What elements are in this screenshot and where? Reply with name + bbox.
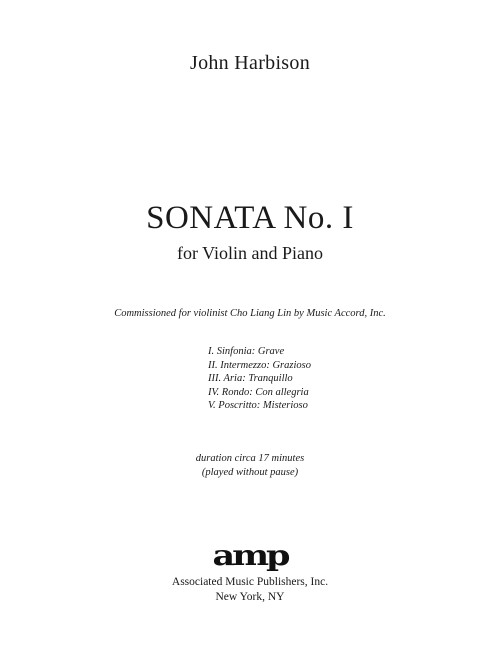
duration-note [0, 452, 500, 479]
publisher-logo-text: amp [212, 539, 288, 572]
work-title: SONATA No. I [146, 200, 354, 236]
movement-item: II. Intermezzo: Grazioso [208, 359, 311, 371]
work-subtitle: for Violin and Piano [176, 243, 324, 263]
publisher-logo [0, 539, 500, 572]
commission-note: Commissioned for violinist Cho Liang Lin by Music Accord, Inc. [114, 308, 386, 319]
movement-item: IV. Rondo: Con allegria [208, 386, 309, 398]
movement-list [208, 345, 311, 413]
movement-item: V. Poscritto: Misterioso [208, 400, 308, 411]
publisher-location: New York, NY [215, 590, 285, 603]
performance-note: (played without pause) [201, 466, 299, 478]
duration-line: duration circa 17 minutes [195, 453, 305, 464]
movement-item: III. Aria: Tranquillo [208, 373, 293, 384]
publisher-block [0, 575, 500, 604]
movement-item: I. Sinfonia: Grave [208, 346, 285, 357]
composer-name: John Harbison [189, 52, 310, 74]
publisher-name: Associated Music Publishers, Inc. [171, 576, 329, 588]
